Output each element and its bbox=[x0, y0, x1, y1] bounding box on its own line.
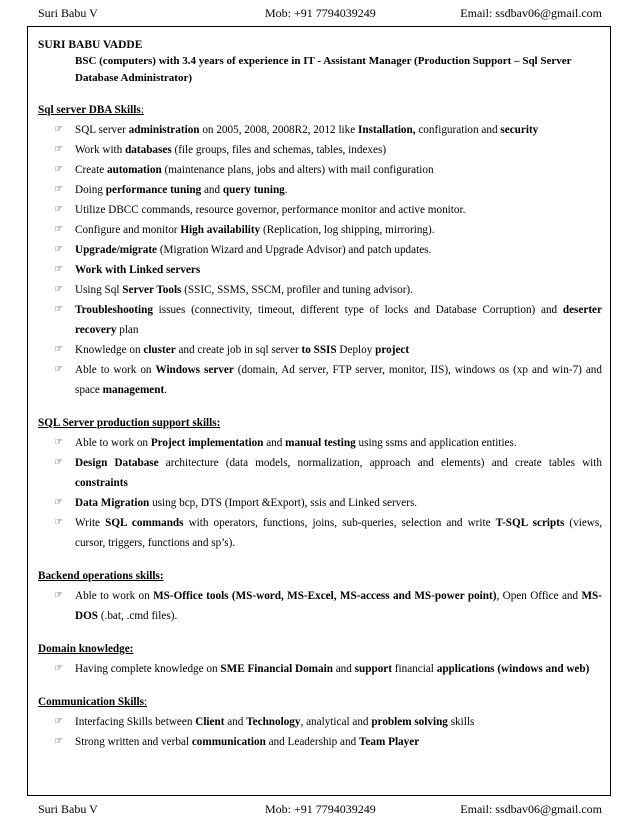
section-title: Communication Skills: bbox=[38, 696, 148, 708]
section-title: Domain knowledge: bbox=[38, 643, 134, 655]
section-title: Sql server DBA Skills: bbox=[38, 104, 144, 116]
list-item: ☞ Strong written and verbal communication and Leadership and Team Player bbox=[38, 732, 602, 752]
skill-list bbox=[38, 120, 602, 400]
header-name: Suri Babu V bbox=[38, 6, 98, 20]
skill-list bbox=[38, 712, 602, 752]
section-title: Backend operations skills: bbox=[38, 570, 164, 582]
list-item: ☞ Create automation (maintenance plans, jobs and alters) with mail configuration bbox=[38, 160, 602, 180]
page-header bbox=[0, 6, 638, 22]
pointing-hand-icon: ☞ bbox=[54, 124, 63, 135]
pointing-hand-icon: ☞ bbox=[54, 184, 63, 195]
pointing-hand-icon: ☞ bbox=[54, 517, 63, 528]
list-item: ☞ Design Database architecture (data models, normalization, approach and elements) and create tables with constraints bbox=[38, 453, 602, 493]
list-item: ☞ Work with databases (file groups, files and schemas, tables, indexes) bbox=[38, 140, 602, 160]
list-item: ☞ Doing performance tuning and query tuning. bbox=[38, 180, 602, 200]
list-item: ☞ Configure and monitor High availability (Replication, log shipping, mirroring). bbox=[38, 220, 602, 240]
list-item: ☞ Data Migration using bcp, DTS (Import &Export), ssis and Linked servers. bbox=[38, 493, 602, 513]
list-item: ☞ Having complete knowledge on SME Financial Domain and support financial applications (windows and web) bbox=[38, 659, 602, 679]
pointing-hand-icon: ☞ bbox=[54, 364, 63, 375]
section-1 bbox=[38, 413, 602, 553]
pointing-hand-icon: ☞ bbox=[54, 204, 63, 215]
skill-list bbox=[38, 659, 602, 679]
resume-body bbox=[38, 37, 602, 752]
pointing-hand-icon: ☞ bbox=[54, 437, 63, 448]
footer-name: Suri Babu V bbox=[38, 802, 98, 816]
pointing-hand-icon: ☞ bbox=[54, 304, 63, 315]
list-item: ☞ Using Sql Server Tools (SSIC, SSMS, SSCM, profiler and tuning advisor). bbox=[38, 280, 602, 300]
footer-mobile: Mob: +91 7794039249 bbox=[265, 802, 376, 816]
list-item: ☞ Work with Linked servers bbox=[38, 260, 602, 280]
list-item: ☞ Troubleshooting issues (connectivity, timeout, different type of locks and Database Corruption) and deserter recovery plan bbox=[38, 300, 602, 340]
pointing-hand-icon: ☞ bbox=[54, 144, 63, 155]
pointing-hand-icon: ☞ bbox=[54, 457, 63, 468]
list-item: ☞ Utilize DBCC commands, resource governor, performance monitor and active monitor. bbox=[38, 200, 602, 220]
candidate-name: SURI BABU VADDE bbox=[38, 39, 143, 51]
pointing-hand-icon: ☞ bbox=[54, 716, 63, 727]
list-item: ☞ SQL server administration on 2005, 2008, 2008R2, 2012 like Installation, configuration and security bbox=[38, 120, 602, 140]
pointing-hand-icon: ☞ bbox=[54, 590, 63, 601]
skill-list bbox=[38, 586, 602, 626]
pointing-hand-icon: ☞ bbox=[54, 224, 63, 235]
pointing-hand-icon: ☞ bbox=[54, 663, 63, 674]
pointing-hand-icon: ☞ bbox=[54, 264, 63, 275]
section-4 bbox=[38, 692, 602, 752]
list-item: ☞ Able to work on MS-Office tools (MS-word, MS-Excel, MS-access and MS-power point), Open Office and MS-DOS (.bat, .cmd files). bbox=[38, 586, 602, 626]
pointing-hand-icon: ☞ bbox=[54, 244, 63, 255]
section-3 bbox=[38, 639, 602, 679]
resume-sections bbox=[38, 100, 602, 752]
section-0 bbox=[38, 100, 602, 400]
list-item: ☞ Interfacing Skills between Client and Technology, analytical and problem solving skills bbox=[38, 712, 602, 732]
section-title: SQL Server production support skills: bbox=[38, 417, 221, 429]
header-email: Email: ssdbav06@gmail.com bbox=[460, 6, 602, 20]
footer-email: Email: ssdbav06@gmail.com bbox=[460, 802, 602, 816]
degree-summary: BSC (computers) with 3.4 years of experience in IT - Assistant Manager (Production Support – Sql Server Database Administrator) bbox=[75, 55, 572, 84]
skill-list bbox=[38, 433, 602, 553]
list-item: ☞ Write SQL commands with operators, functions, joins, sub-queries, selection and write T-SQL scripts (views, cursor, triggers, functions and sp’s). bbox=[38, 513, 602, 553]
list-item: ☞ Upgrade/migrate (Migration Wizard and Upgrade Advisor) and patch updates. bbox=[38, 240, 602, 260]
section-2 bbox=[38, 566, 602, 626]
pointing-hand-icon: ☞ bbox=[54, 284, 63, 295]
page-footer bbox=[0, 802, 638, 818]
pointing-hand-icon: ☞ bbox=[54, 164, 63, 175]
pointing-hand-icon: ☞ bbox=[54, 736, 63, 747]
header-mobile: Mob: +91 7794039249 bbox=[265, 6, 376, 20]
pointing-hand-icon: ☞ bbox=[54, 497, 63, 508]
list-item: ☞ Able to work on Windows server (domain, Ad server, FTP server, monitor, IIS), windows os (xp and win-7) and space management. bbox=[38, 360, 602, 400]
list-item: ☞ Able to work on Project implementation and manual testing using ssms and application entities. bbox=[38, 433, 602, 453]
pointing-hand-icon: ☞ bbox=[54, 344, 63, 355]
list-item: ☞ Knowledge on cluster and create job in sql server to SSIS Deploy project bbox=[38, 340, 602, 360]
